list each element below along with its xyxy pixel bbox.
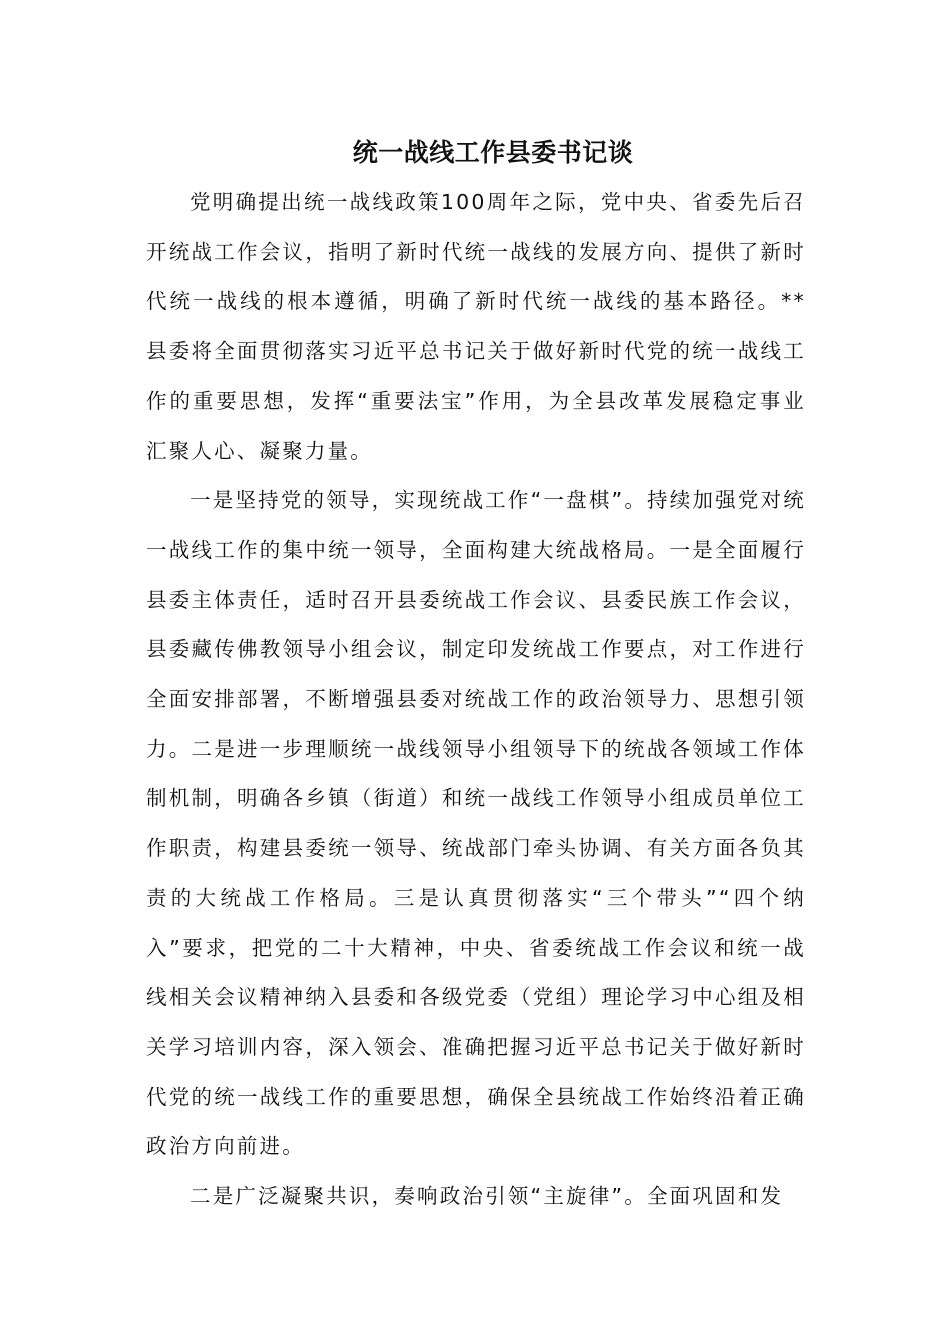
paragraph-intro: 党明确提出统一战线政策100周年之际，党中央、省委先后召开统战工作会议，指明了新时代统一战线的发展方向、提供了新时代统一战线的根本遵循，明确了新时代统一战线的基本路径。**县委将全面贯彻落实习近平总书记关于做好新时代党的统一战线工作的重要思想，发挥“重要法宝”作用，为全县改革发展稳定事业汇聚人心、凝聚力量。 — [146, 190, 806, 463]
document-body — [146, 128, 806, 1222]
paragraph-point-one: 一是坚持党的领导，实现统战工作“一盘棋”。持续加强党对统一战线工作的集中统一领导，全面构建大统战格局。一是全面履行县委主体责任，适时召开县委统战工作会议、县委民族工作会议，县委藏传佛教领导小组会议，制定印发统战工作要点，对工作进行全面安排部署，不断增强县委对统战工作的政治领导力、思想引领力。二是进一步理顺统一战线领导小组领导下的统战各领域工作体制机制，明确各乡镇（街道）和统一战线工作领导小组成员单位工作职责，构建县委统一领导、统战部门牵头协调、有关方面各负其责的大统战工作格局。三是认真贯彻落实“三个带头”“四个纳入”要求，把党的二十大精神，中央、省委统战工作会议和统一战线相关会议精神纳入县委和各级党委（党组）理论学习中心组及相关学习培训内容，深入领会、准确把握习近平总书记关于做好新时代党的统一战线工作的重要思想，确保全县统战工作始终沿着正确政治方向前进。 — [146, 488, 806, 1159]
paragraph-point-two: 二是广泛凝聚共识，奏响政治引领“主旋律”。全面巩固和发 — [190, 1184, 784, 1209]
document-title: 统一战线工作县委书记谈 — [352, 138, 634, 167]
